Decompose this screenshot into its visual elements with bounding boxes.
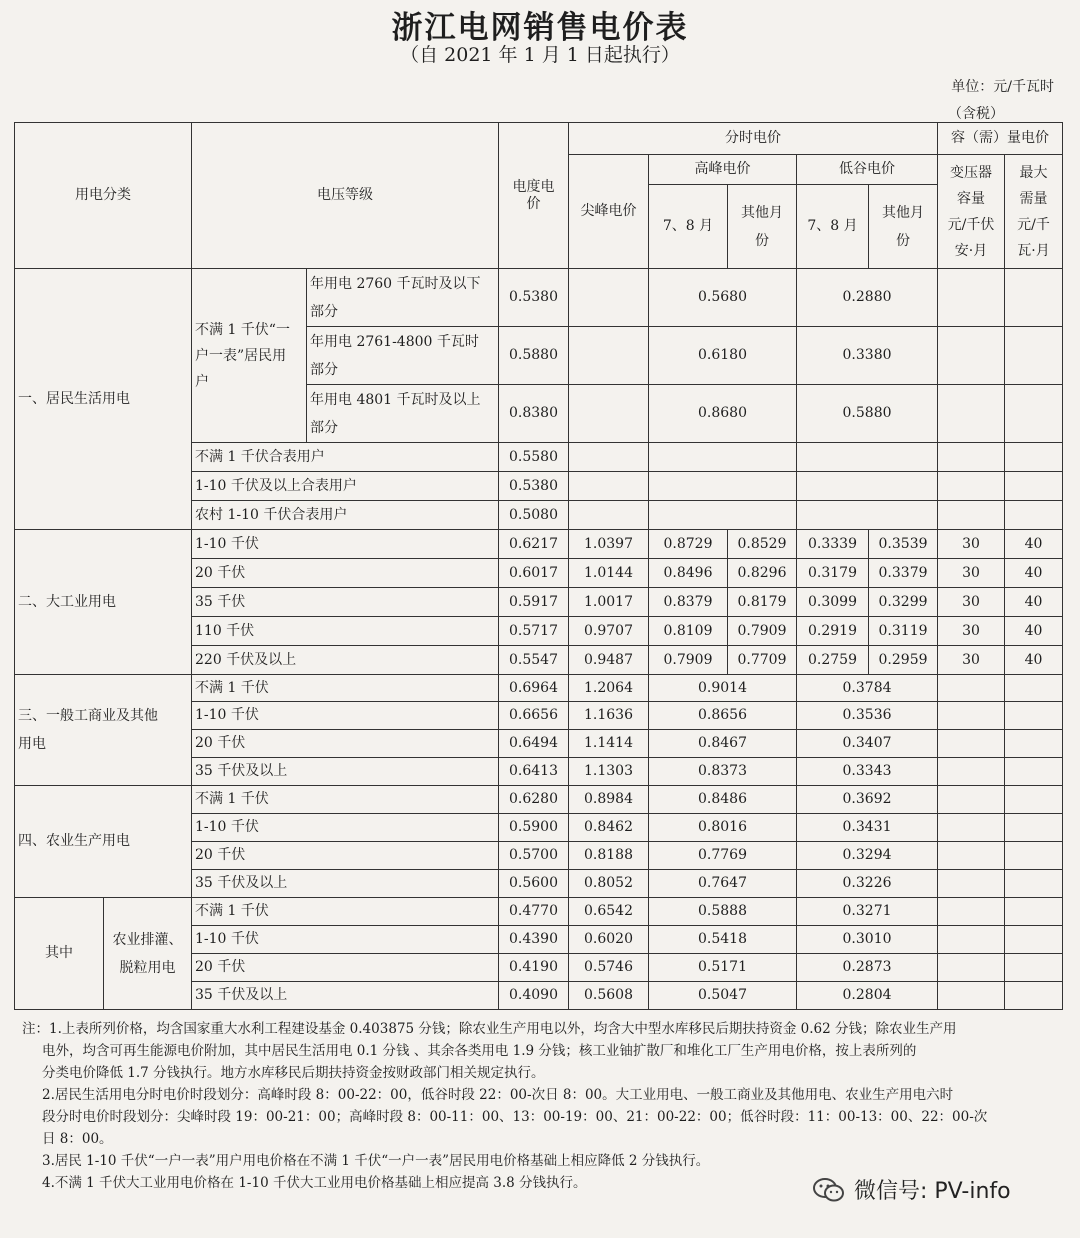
tier-label [307, 327, 499, 385]
valley-jul-aug-cell: 0.2919 [797, 617, 869, 646]
price-cell: 0.4390 [499, 926, 569, 954]
empty-cell [938, 954, 1005, 982]
empty-cell [938, 385, 1005, 443]
empty-cell [1005, 501, 1063, 530]
price-cell: 0.5917 [499, 588, 569, 617]
category-industrial: 二、大工业用电 [15, 530, 192, 675]
empty-cell [1005, 898, 1063, 926]
valley-cell: 0.2880 [797, 269, 938, 327]
price-cell: 0.5380 [499, 269, 569, 327]
empty-cell [938, 269, 1005, 327]
voltage-cell: 35 千伏及以上 [192, 870, 499, 898]
valley-cell: 0.3271 [797, 898, 938, 926]
page-subtitle: （自 2021 年 1 月 1 日起执行） [400, 44, 680, 66]
voltage-cell: 20 千伏 [192, 842, 499, 870]
demand-cell: 40 [1005, 530, 1063, 559]
transformer-cell: 30 [938, 588, 1005, 617]
voltage-cell: 1-10 千伏 [192, 702, 499, 730]
irr-name-b: 脱粒用电 [119, 959, 176, 976]
category-commercial [15, 675, 192, 786]
empty-cell [938, 501, 1005, 530]
price-cell: 0.5880 [499, 327, 569, 385]
voltage-cell: 35 千伏 [192, 588, 499, 617]
header-valley: 低谷电价 [797, 155, 938, 185]
transformer-cell: 30 [938, 646, 1005, 675]
sharp-cell: 0.8052 [569, 870, 649, 898]
peak-cell: 0.7647 [649, 870, 797, 898]
empty-cell [938, 472, 1005, 501]
sharp-cell: 1.0017 [569, 588, 649, 617]
hdr-tr-2: 容量 [957, 190, 986, 207]
tier1-l2: 部分 [310, 303, 338, 320]
residential-group [192, 269, 307, 443]
voltage-cell: 35 千伏及以上 [192, 982, 499, 1010]
voltage-cell: 220 千伏及以上 [192, 646, 499, 675]
sharp-cell: 0.8188 [569, 842, 649, 870]
header-valley-other [869, 185, 938, 269]
peak-other-cell: 0.7909 [728, 617, 797, 646]
header-price-a: 电度电 [512, 178, 555, 195]
peak-cell: 0.8656 [649, 702, 797, 730]
valley-other-cell: 0.3299 [869, 588, 938, 617]
price-cell: 0.5580 [499, 443, 569, 472]
sharp-cell: 0.6020 [569, 926, 649, 954]
sharp-cell: 1.2064 [569, 675, 649, 702]
tax-label: （含税） [948, 106, 1004, 122]
valley-other-cell: 0.2959 [869, 646, 938, 675]
peak-jul-aug-cell: 0.8496 [649, 559, 728, 588]
empty-cell [1005, 702, 1063, 730]
watermark-text: 微信号: PV-info [854, 1179, 1011, 1204]
sharp-cell: 0.5746 [569, 954, 649, 982]
empty-cell [1005, 269, 1063, 327]
peak-cell: 0.5418 [649, 926, 797, 954]
tier3-l1: 年用电 4801 千瓦时及以上 [310, 391, 481, 408]
valley-cell: 0.3692 [797, 786, 938, 814]
table-row [15, 786, 1063, 814]
note-line: 电外，均含可再生能源电价附加，其中居民生活用电 0.1 分钱 、其余各类用电 1.9 分钱；核工业铀扩散厂和堆化工厂生产用电价格，按上表所列的 [42, 1043, 917, 1059]
empty-cell [569, 472, 649, 501]
peak-cell: 0.6180 [649, 327, 797, 385]
price-cell: 0.5900 [499, 814, 569, 842]
empty-cell [938, 870, 1005, 898]
empty-cell [569, 269, 649, 327]
transformer-cell: 30 [938, 559, 1005, 588]
empty-cell [938, 842, 1005, 870]
sharp-cell: 1.1303 [569, 758, 649, 786]
empty-cell [649, 501, 797, 530]
peak-cell: 0.5680 [649, 269, 797, 327]
com-name-b: 用电 [18, 736, 46, 752]
empty-cell [569, 501, 649, 530]
empty-cell [1005, 870, 1063, 898]
note-line: 3.居民 1-10 千伏“一户一表”用户用电价格在不满 1 千伏“一户一表”居民用电价格基础上相应降低 2 分钱执行。 [42, 1153, 710, 1169]
sharp-cell: 0.8984 [569, 786, 649, 814]
empty-cell [938, 758, 1005, 786]
sharp-cell: 0.5608 [569, 982, 649, 1010]
price-cell: 0.5547 [499, 646, 569, 675]
irr-name-a: 农业排灌、 [112, 931, 183, 948]
valley-cell: 0.2873 [797, 954, 938, 982]
res-group-3: 户 [195, 373, 209, 390]
valley-cell: 0.3010 [797, 926, 938, 954]
empty-cell [938, 982, 1005, 1010]
empty-cell [1005, 786, 1063, 814]
price-cell: 0.5080 [499, 501, 569, 530]
peak-cell: 0.8467 [649, 730, 797, 758]
note-line: 注：1.上表所列价格，均含国家重大水利工程建设基金 0.403875 分钱；除农业生产用电以外，均含大中型水库移民后期扶持资金 0.62 分钱；除农业生产用 [22, 1021, 957, 1037]
peak-cell: 0.8680 [649, 385, 797, 443]
category-agriculture: 四、农业生产用电 [15, 786, 192, 898]
valley-jul-aug-cell: 0.3099 [797, 588, 869, 617]
empty-cell [938, 730, 1005, 758]
empty-cell [1005, 842, 1063, 870]
valley-cell: 0.3536 [797, 702, 938, 730]
peak-cell: 0.8373 [649, 758, 797, 786]
tier1-l1: 年用电 2760 千瓦时及以下 [310, 275, 481, 292]
empty-cell [938, 675, 1005, 702]
notes [22, 1018, 1058, 1194]
peak-cell: 0.8486 [649, 786, 797, 814]
hdr-tr-4: 安·月 [954, 242, 988, 259]
empty-cell [1005, 758, 1063, 786]
hdr-tr-3: 元/千伏 [947, 216, 995, 233]
empty-cell [938, 786, 1005, 814]
peak-other-cell: 0.8529 [728, 530, 797, 559]
unit-label: 单位：元/千瓦时 [951, 79, 1054, 95]
hdr-vo-b: 份 [896, 232, 911, 249]
category-residential: 一、居民生活用电 [15, 269, 192, 530]
valley-other-cell: 0.3539 [869, 530, 938, 559]
com-name-a: 三、一般工商业及其他 [18, 708, 158, 724]
header-category: 用电分类 [15, 123, 192, 269]
empty-cell [569, 327, 649, 385]
voltage-cell: 不满 1 千伏合表用户 [192, 443, 499, 472]
price-cell: 0.5380 [499, 472, 569, 501]
voltage-cell: 110 千伏 [192, 617, 499, 646]
demand-cell: 40 [1005, 646, 1063, 675]
empty-cell [1005, 327, 1063, 385]
price-cell: 0.4090 [499, 982, 569, 1010]
empty-cell [1005, 385, 1063, 443]
wechat-icon [812, 1176, 846, 1204]
page-title: 浙江电网销售电价表 [391, 10, 689, 46]
empty-cell [797, 472, 938, 501]
note-line: 日 8：00。 [42, 1131, 113, 1147]
price-table [14, 122, 1063, 1010]
hdr-po-a: 其他月 [741, 204, 783, 221]
valley-other-cell: 0.3119 [869, 617, 938, 646]
valley-cell: 0.3380 [797, 327, 938, 385]
peak-cell: 0.9014 [649, 675, 797, 702]
demand-cell: 40 [1005, 559, 1063, 588]
peak-cell: 0.5171 [649, 954, 797, 982]
valley-jul-aug-cell: 0.3339 [797, 530, 869, 559]
price-cell: 0.5700 [499, 842, 569, 870]
table-row [15, 269, 1063, 327]
empty-cell [649, 443, 797, 472]
valley-other-cell: 0.3379 [869, 559, 938, 588]
price-cell: 0.4770 [499, 898, 569, 926]
sharp-cell: 0.8462 [569, 814, 649, 842]
valley-jul-aug-cell: 0.3179 [797, 559, 869, 588]
peak-cell: 0.7769 [649, 842, 797, 870]
note-line: 段分时电价时段划分：尖峰时段 19：00-21：00；高峰时段 8：00-11：00、13：00-19：00、21：00-22：00；低谷时段：11：00-13：00、22：00-次 [42, 1109, 988, 1125]
voltage-cell: 1-10 千伏及以上合表用户 [192, 472, 499, 501]
valley-cell: 0.3784 [797, 675, 938, 702]
header-price [499, 123, 569, 269]
tier2-l1: 年用电 2761-4800 千瓦时 [310, 333, 479, 350]
price-cell: 0.6217 [499, 530, 569, 559]
price-cell: 0.6017 [499, 559, 569, 588]
hdr-dm-3: 元/千 [1017, 216, 1050, 233]
res-group-2: 户一表”居民用 [195, 347, 287, 364]
header-sharp: 尖峰电价 [569, 155, 649, 269]
note-line: 分类电价降低 1.7 分钱执行。地方水库移民后期扶持资金按财政部门相关规定执行。 [42, 1065, 545, 1081]
price-cell: 0.6656 [499, 702, 569, 730]
peak-jul-aug-cell: 0.8109 [649, 617, 728, 646]
hdr-po-b: 份 [755, 232, 769, 249]
empty-cell [938, 814, 1005, 842]
valley-cell: 0.2804 [797, 982, 938, 1010]
tier-label [307, 385, 499, 443]
empty-cell [1005, 472, 1063, 501]
transformer-cell: 30 [938, 617, 1005, 646]
price-cell: 0.8380 [499, 385, 569, 443]
res-group-1: 不满 1 千伏“一 [195, 321, 290, 338]
empty-cell [938, 926, 1005, 954]
header-voltage: 电压等级 [192, 123, 499, 269]
voltage-cell: 不满 1 千伏 [192, 786, 499, 814]
voltage-cell: 20 千伏 [192, 954, 499, 982]
price-cell: 0.4190 [499, 954, 569, 982]
hdr-tr-1: 变压器 [950, 164, 993, 181]
empty-cell [569, 385, 649, 443]
valley-cell: 0.3294 [797, 842, 938, 870]
voltage-cell: 1-10 千伏 [192, 814, 499, 842]
peak-cell: 0.5888 [649, 898, 797, 926]
price-cell: 0.5717 [499, 617, 569, 646]
voltage-cell: 20 千伏 [192, 730, 499, 758]
empty-cell [1005, 443, 1063, 472]
hdr-dm-4: 瓦·月 [1017, 242, 1050, 259]
price-cell: 0.6964 [499, 675, 569, 702]
peak-jul-aug-cell: 0.7909 [649, 646, 728, 675]
empty-cell [569, 443, 649, 472]
peak-jul-aug-cell: 0.8729 [649, 530, 728, 559]
header-tou: 分时电价 [569, 123, 938, 155]
table-row [15, 898, 1063, 926]
voltage-cell: 35 千伏及以上 [192, 758, 499, 786]
peak-jul-aug-cell: 0.8379 [649, 588, 728, 617]
header-price-b: 价 [526, 195, 541, 212]
note-line: 2.居民生活用电分时电价时段划分：高峰时段 8：00-22：00，低谷时段 22：00-次日 8：00。大工业用电、一般工商业及其他用电、农业生产用电六时 [42, 1087, 954, 1103]
tier2-l2: 部分 [310, 361, 338, 378]
tier-label [307, 269, 499, 327]
price-cell: 0.6413 [499, 758, 569, 786]
header-capacity: 容（需）量电价 [938, 123, 1063, 155]
valley-cell: 0.5880 [797, 385, 938, 443]
table-row [15, 530, 1063, 559]
category-irrigation [104, 898, 192, 1010]
empty-cell [938, 327, 1005, 385]
hdr-dm-2: 需量 [1019, 190, 1048, 207]
valley-cell: 0.3226 [797, 870, 938, 898]
price-cell: 0.6280 [499, 786, 569, 814]
voltage-cell: 农村 1-10 千伏合表用户 [192, 501, 499, 530]
peak-cell: 0.5047 [649, 982, 797, 1010]
empty-cell [938, 702, 1005, 730]
peak-cell: 0.8016 [649, 814, 797, 842]
header-transformer [938, 155, 1005, 269]
valley-cell: 0.3343 [797, 758, 938, 786]
sharp-cell: 1.0144 [569, 559, 649, 588]
empty-cell [1005, 982, 1063, 1010]
demand-cell: 40 [1005, 588, 1063, 617]
demand-cell: 40 [1005, 617, 1063, 646]
empty-cell [797, 443, 938, 472]
empty-cell [938, 898, 1005, 926]
sharp-cell: 0.6542 [569, 898, 649, 926]
header-peak-jul-aug: 7、8 月 [649, 185, 728, 269]
empty-cell [938, 443, 1005, 472]
price-cell: 0.5600 [499, 870, 569, 898]
among-label: 其中 [15, 898, 104, 1010]
valley-cell: 0.3407 [797, 730, 938, 758]
peak-other-cell: 0.8296 [728, 559, 797, 588]
header-demand [1005, 155, 1063, 269]
peak-other-cell: 0.7709 [728, 646, 797, 675]
empty-cell [649, 472, 797, 501]
note-line: 4.不满 1 千伏大工业用电价格在 1-10 千伏大工业用电价格基础上相应提高 3.8 分钱执行。 [42, 1175, 587, 1191]
watermark [812, 1174, 1011, 1205]
peak-other-cell: 0.8179 [728, 588, 797, 617]
empty-cell [1005, 926, 1063, 954]
voltage-cell: 不满 1 千伏 [192, 675, 499, 702]
header-valley-jul-aug: 7、8 月 [797, 185, 869, 269]
tier3-l2: 部分 [310, 419, 338, 436]
sharp-cell: 0.9707 [569, 617, 649, 646]
empty-cell [1005, 675, 1063, 702]
sharp-cell: 1.1636 [569, 702, 649, 730]
sharp-cell: 0.9487 [569, 646, 649, 675]
hdr-vo-a: 其他月 [882, 204, 925, 221]
header-peak-other [728, 185, 797, 269]
hdr-dm-1: 最大 [1019, 164, 1048, 181]
price-cell: 0.6494 [499, 730, 569, 758]
valley-cell: 0.3431 [797, 814, 938, 842]
sharp-cell: 1.0397 [569, 530, 649, 559]
empty-cell [797, 501, 938, 530]
voltage-cell: 1-10 千伏 [192, 530, 499, 559]
voltage-cell: 不满 1 千伏 [192, 898, 499, 926]
transformer-cell: 30 [938, 530, 1005, 559]
sharp-cell: 1.1414 [569, 730, 649, 758]
table-row [15, 675, 1063, 702]
empty-cell [1005, 730, 1063, 758]
valley-jul-aug-cell: 0.2759 [797, 646, 869, 675]
empty-cell [1005, 814, 1063, 842]
header-peak: 高峰电价 [649, 155, 797, 185]
voltage-cell: 20 千伏 [192, 559, 499, 588]
empty-cell [1005, 954, 1063, 982]
voltage-cell: 1-10 千伏 [192, 926, 499, 954]
